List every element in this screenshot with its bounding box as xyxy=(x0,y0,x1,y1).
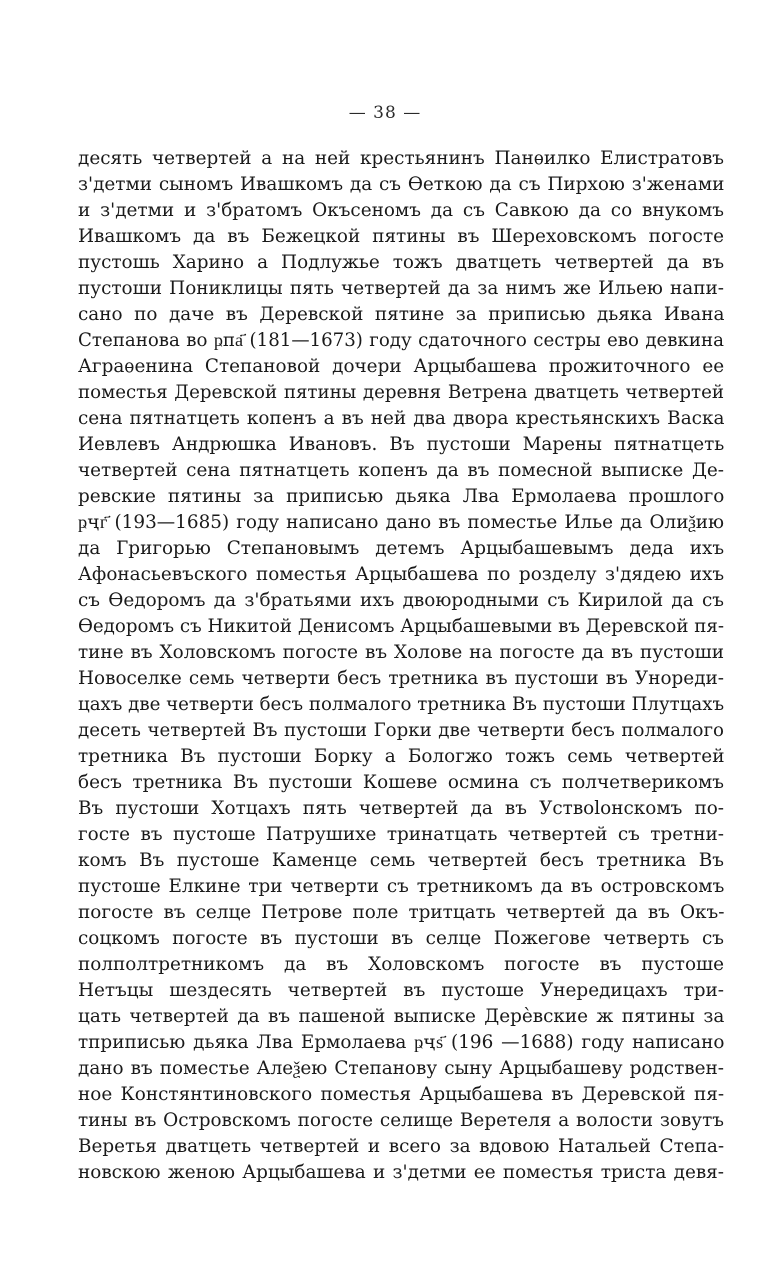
text-line: да Григорью Степановымъ детемъ Арцыбашевымъ деда ихъ xyxy=(78,538,724,559)
text-line: новскою женою Арцыбашева и з'детми ее поместья триста девя- xyxy=(78,1162,724,1183)
text-line: з'детми сыномъ Ивашкомъ да съ Ѳеткою да съ Пирхою з'женами xyxy=(78,174,724,195)
text-line: тприписью дьяка Лва Ермолаева ҏҷѕ҃ (196 —1688) году написано xyxy=(78,1032,724,1053)
text-line: десять четвертей а на ней крестьянинъ Панѳилко Елистратовъ xyxy=(78,148,724,169)
text-line: сена пятнатцеть копенъ а въ ней два двора крестьянскихъ Васка xyxy=(78,408,724,429)
text-line: Иевлевъ Андрюшка Ивановъ. Въ пустоши Марены пятнатцеть xyxy=(78,434,724,455)
text-line: ҏҷг҃ (193—1685) году написано дано въ поместье Илье да Олиѯию xyxy=(78,512,724,533)
text-line: съ Ѳедоромъ да з'братьями ихъ двоюродными съ Кирилой да съ xyxy=(78,590,724,611)
text-line: пустошь Харино а Подлужье тожъ дватцеть четвертей да въ xyxy=(78,252,724,273)
text-line: Въ пустоши Хотцахъ пять четвертей да въ Уствolонскомъ по- xyxy=(78,798,724,819)
text-line: Веретья дватцеть четвертей и всего за вдовою Натальей Степа- xyxy=(78,1136,724,1157)
text-line: Нетъцы шездесять четвертей въ пустоше Унередицахъ три- xyxy=(78,980,724,1001)
text-line: сано по даче въ Деревской пятине за приписью дьяка Ивана xyxy=(78,304,724,325)
text-line: Афонасьевъского поместья Арцыбашева по розделу з'дядею ихъ xyxy=(78,564,724,585)
text-line: дано въ поместье Алеѯею Степанову сыну Арцыбашеву родствен- xyxy=(78,1058,724,1079)
text-line: пустоши Пониклицы пять четвертей да за нимъ же Ильею напи- xyxy=(78,278,724,299)
text-line: соцкомъ погосте въ пустоши въ селце Пожегове четверть съ xyxy=(78,928,724,949)
text-line: тины въ Островскомъ погосте селище Веретеля а волости зовутъ xyxy=(78,1110,724,1131)
text-line: тине въ Холовскомъ погосте въ Холове на погосте да въ пустоши xyxy=(78,642,724,663)
text-line: погосте въ селце Петрове поле тритцать четвертей да въ Окъ- xyxy=(78,902,724,923)
body-text xyxy=(78,146,724,1186)
text-line: Новоселке семь четверти бесъ третника въ пустоши въ Унореди- xyxy=(78,668,724,689)
text-line: Ивашкомъ да въ Бежецкой пятины въ Шереховскомъ погосте xyxy=(78,226,724,247)
text-line: госте въ пустоше Патрушихе тринатцать четвертей съ третни- xyxy=(78,824,724,845)
text-line: поместья Деревской пятины деревня Ветрена дватцеть четвертей xyxy=(78,382,724,403)
text-line: и з'детми и з'братомъ Окъсеномъ да съ Савкою да со внукомъ xyxy=(78,200,724,221)
text-line: третника Въ пустоши Борку а Бологжо тожъ семь четвертей xyxy=(78,746,724,767)
text-line: десеть четвертей Въ пустоши Горки две четверти бесъ полмалого xyxy=(78,720,724,741)
text-line: пустоше Елкине три четверти съ третникомъ да въ островскомъ xyxy=(78,876,724,897)
text-line: ревские пятины за приписью дьяка Лва Ермолаева прошлого xyxy=(78,486,724,507)
text-line: Ѳедоромъ съ Никитой Денисомъ Арцыбашевыми въ Деревской пя- xyxy=(78,616,724,637)
text-line: цахъ две четверти бесъ полмалого третника Въ пустоши Плутцахъ xyxy=(78,694,724,715)
text-line: четвертей сена пятнатцеть копенъ да въ помесной выписке Де- xyxy=(78,460,724,481)
text-line: ное Констянтиновского поместья Арцыбашева въ Деревской пя- xyxy=(78,1084,724,1105)
text-line: бесъ третника Въ пустоши Кошеве осмина съ полчетверикомъ xyxy=(78,772,724,793)
page-number: — 38 — xyxy=(348,103,422,123)
text-line: комъ Въ пустоше Каменце семь четвертей бесъ третника Въ xyxy=(78,850,724,871)
text-line: Аграѳенина Степановой дочери Арцыбашева прожиточного ее xyxy=(78,356,724,377)
text-line: цать четвертей да въ пашеной выписке Дерѐвские ж пятины за xyxy=(78,1006,724,1027)
text-line: полполтретникомъ да въ Холовскомъ погосте въ пустоше xyxy=(78,954,724,975)
text-line: Степанова во ҏпа҃ (181—1673) году сдаточного сестры ево девкина xyxy=(78,330,724,351)
